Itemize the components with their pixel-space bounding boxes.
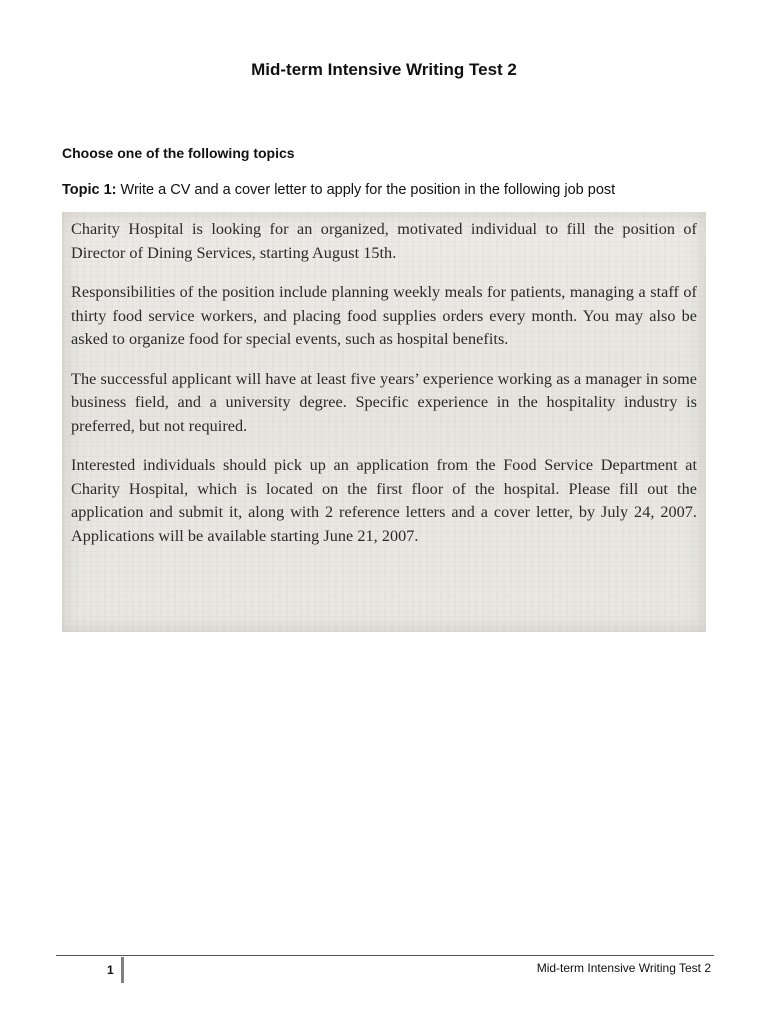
topic-line [62,182,615,198]
job-post-paragraph: Interested individuals should pick up an application from the Food Service Department at Charity Hospital, which is located on the first floor of the hospital. Please fill out the application and submit it, along with 2 reference letters and a cover letter, by July 24, 2007. Applications will be available starting June 21, 2007. [71,456,697,545]
footer-divider [56,955,714,956]
topic-label: Topic 1: [62,182,117,198]
job-post-paragraph: Responsibilities of the position include planning weekly meals for patients, managing a staff of thirty food service workers, and placing food supplies orders every month. You may also be asked to organize food for special events, such as hospital benefits. [71,283,697,348]
job-post-paragraph: The successful applicant will have at least five years’ experience working as a manager in some business field, and a university degree. Specific experience in the hospitality industry is preferred, but not required. [71,369,697,435]
job-post-paragraph: Charity Hospital is looking for an organized, motivated individual to fill the position of Director of Dining Services, starting August 15th. [71,220,697,262]
footer-title: Mid-term Intensive Writing Test 2 [536,961,711,975]
topic-text: Write a CV and a cover letter to apply for the position in the following job post [116,182,616,198]
page-title: Mid-term Intensive Writing Test 2 [251,60,517,79]
page-number: 1 [107,963,114,977]
page-number-divider [121,957,124,983]
instruction-heading: Choose one of the following topics [62,145,295,161]
job-post-scan [62,212,706,632]
